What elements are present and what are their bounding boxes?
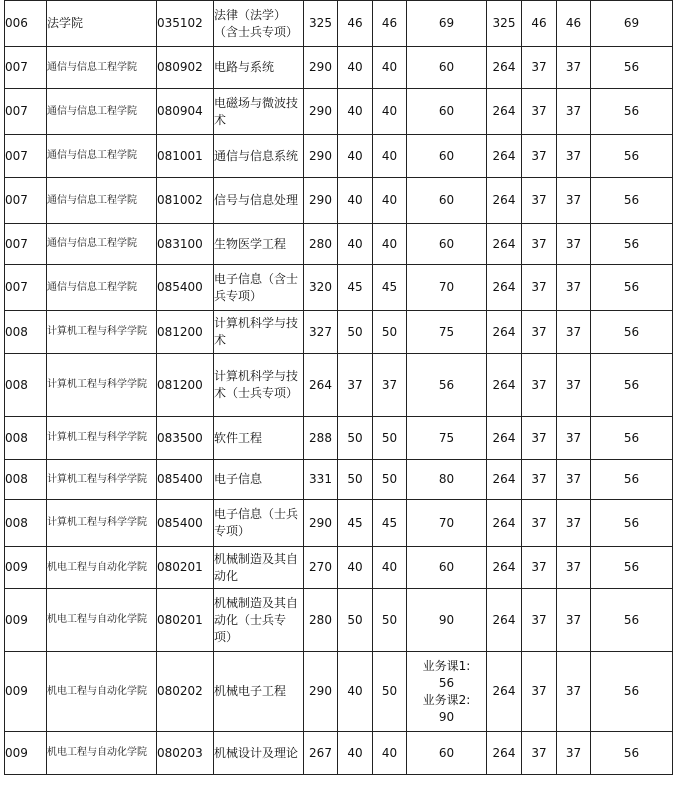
politics-score-cell: 50	[338, 311, 373, 354]
table-row	[5, 47, 673, 89]
total-score-cell: 320	[304, 265, 338, 311]
major-name-cell: 电磁场与微波技术	[214, 89, 304, 135]
business-score-2-cell: 56	[591, 354, 673, 417]
politics-score-cell: 45	[338, 265, 373, 311]
major-name-cell: 电子信息	[214, 460, 304, 500]
school-name-cell: 计算机工程与科学学院	[47, 311, 157, 354]
major-code-cell: 080902	[157, 47, 214, 89]
dept-code-cell: 008	[5, 311, 47, 354]
politics-score-cell: 40	[338, 732, 373, 775]
business-score-cell: 60	[407, 47, 487, 89]
table-row	[5, 135, 673, 178]
politics-score-cell: 40	[338, 178, 373, 224]
business-score-cell: 60	[407, 547, 487, 589]
total-score-cell: 290	[304, 178, 338, 224]
table-row	[5, 417, 673, 460]
politics-score-cell: 46	[338, 1, 373, 47]
total-score-cell: 288	[304, 417, 338, 460]
school-name-cell: 通信与信息工程学院	[47, 265, 157, 311]
dept-code-cell: 008	[5, 500, 47, 547]
politics-score-2-cell: 37	[522, 47, 557, 89]
politics-score-2-cell: 37	[522, 460, 557, 500]
business-score-2-cell: 56	[591, 265, 673, 311]
english-score-2-cell: 37	[557, 460, 591, 500]
total-score-2-cell: 264	[487, 732, 522, 775]
english-score-cell: 40	[373, 47, 407, 89]
politics-score-2-cell: 46	[522, 1, 557, 47]
total-score-2-cell: 264	[487, 178, 522, 224]
total-score-2-cell: 264	[487, 89, 522, 135]
total-score-cell: 290	[304, 652, 338, 732]
politics-score-2-cell: 37	[522, 417, 557, 460]
major-code-cell: 080201	[157, 547, 214, 589]
business-score-2-cell: 56	[591, 178, 673, 224]
total-score-cell: 290	[304, 89, 338, 135]
school-name-cell: 计算机工程与科学学院	[47, 460, 157, 500]
total-score-cell: 280	[304, 224, 338, 265]
table-row	[5, 311, 673, 354]
school-name-cell: 机电工程与自动化学院	[47, 652, 157, 732]
total-score-2-cell: 264	[487, 224, 522, 265]
english-score-2-cell: 37	[557, 354, 591, 417]
major-name-cell: 生物医学工程	[214, 224, 304, 265]
business-score-cell: 70	[407, 265, 487, 311]
business-score-2-cell: 56	[591, 547, 673, 589]
english-score-2-cell: 37	[557, 89, 591, 135]
total-score-cell: 280	[304, 589, 338, 652]
score-table	[4, 0, 673, 775]
total-score-cell: 327	[304, 311, 338, 354]
school-name-cell: 通信与信息工程学院	[47, 135, 157, 178]
dept-code-cell: 008	[5, 354, 47, 417]
major-name-cell: 软件工程	[214, 417, 304, 460]
politics-score-cell: 37	[338, 354, 373, 417]
school-name-cell: 通信与信息工程学院	[47, 47, 157, 89]
politics-score-2-cell: 37	[522, 311, 557, 354]
school-name-cell: 机电工程与自动化学院	[47, 589, 157, 652]
total-score-cell: 270	[304, 547, 338, 589]
dept-code-cell: 007	[5, 89, 47, 135]
table-row	[5, 1, 673, 47]
politics-score-2-cell: 37	[522, 354, 557, 417]
school-name-cell: 计算机工程与科学学院	[47, 500, 157, 547]
major-code-cell: 080202	[157, 652, 214, 732]
english-score-cell: 50	[373, 652, 407, 732]
politics-score-cell: 50	[338, 460, 373, 500]
school-name-cell: 计算机工程与科学学院	[47, 417, 157, 460]
major-name-cell: 电子信息（含士兵专项）	[214, 265, 304, 311]
table-row	[5, 89, 673, 135]
english-score-cell: 40	[373, 547, 407, 589]
business-score-cell: 80	[407, 460, 487, 500]
major-code-cell: 083100	[157, 224, 214, 265]
politics-score-cell: 40	[338, 224, 373, 265]
table-row	[5, 547, 673, 589]
business-score-cell: 75	[407, 417, 487, 460]
english-score-2-cell: 37	[557, 652, 591, 732]
politics-score-cell: 40	[338, 47, 373, 89]
major-name-cell: 法律（法学）（含士兵专项）	[214, 1, 304, 47]
business-score-cell: 90	[407, 589, 487, 652]
major-name-cell: 电路与系统	[214, 47, 304, 89]
business-score-cell: 60	[407, 732, 487, 775]
table-row	[5, 265, 673, 311]
politics-score-2-cell: 37	[522, 89, 557, 135]
business-score-cell: 60	[407, 89, 487, 135]
politics-score-2-cell: 37	[522, 547, 557, 589]
politics-score-cell: 45	[338, 500, 373, 547]
table-row	[5, 732, 673, 775]
business-score-2-cell: 56	[591, 135, 673, 178]
major-code-cell: 080203	[157, 732, 214, 775]
major-name-cell: 机械设计及理论	[214, 732, 304, 775]
politics-score-2-cell: 37	[522, 265, 557, 311]
dept-code-cell: 009	[5, 589, 47, 652]
major-name-cell: 计算机科学与技术（士兵专项）	[214, 354, 304, 417]
politics-score-cell: 40	[338, 652, 373, 732]
table-row	[5, 460, 673, 500]
english-score-cell: 40	[373, 135, 407, 178]
dept-code-cell: 009	[5, 547, 47, 589]
school-name-cell: 机电工程与自动化学院	[47, 547, 157, 589]
business-score-cell: 70	[407, 500, 487, 547]
total-score-cell: 290	[304, 47, 338, 89]
politics-score-2-cell: 37	[522, 652, 557, 732]
dept-code-cell: 007	[5, 178, 47, 224]
major-name-cell: 信号与信息处理	[214, 178, 304, 224]
politics-score-cell: 50	[338, 417, 373, 460]
business-score-line: 业务课1:	[422, 658, 471, 673]
total-score-2-cell: 264	[487, 589, 522, 652]
total-score-2-cell: 264	[487, 547, 522, 589]
major-name-cell: 通信与信息系统	[214, 135, 304, 178]
business-score-cell: 75	[407, 311, 487, 354]
english-score-2-cell: 37	[557, 135, 591, 178]
major-code-cell: 085400	[157, 460, 214, 500]
major-name-cell: 电子信息（士兵专项）	[214, 500, 304, 547]
business-score-2-cell: 56	[591, 500, 673, 547]
business-score-2-cell: 56	[591, 47, 673, 89]
total-score-cell: 331	[304, 460, 338, 500]
english-score-2-cell: 37	[557, 265, 591, 311]
business-score-2-cell: 56	[591, 224, 673, 265]
school-name-cell: 通信与信息工程学院	[47, 89, 157, 135]
major-name-cell: 计算机科学与技术	[214, 311, 304, 354]
total-score-2-cell: 264	[487, 417, 522, 460]
business-score-cell: 60	[407, 135, 487, 178]
dept-code-cell: 007	[5, 135, 47, 178]
business-score-2-cell: 56	[591, 89, 673, 135]
major-code-cell: 081001	[157, 135, 214, 178]
major-name-cell: 机械制造及其自动化（士兵专项）	[214, 589, 304, 652]
english-score-cell: 37	[373, 354, 407, 417]
school-name-cell: 计算机工程与科学学院	[47, 354, 157, 417]
major-code-cell: 080904	[157, 89, 214, 135]
total-score-2-cell: 264	[487, 265, 522, 311]
major-code-cell: 085400	[157, 265, 214, 311]
english-score-2-cell: 37	[557, 47, 591, 89]
business-score-2-cell: 56	[591, 732, 673, 775]
english-score-cell: 45	[373, 500, 407, 547]
school-name-cell: 通信与信息工程学院	[47, 224, 157, 265]
dept-code-cell: 007	[5, 224, 47, 265]
total-score-2-cell: 325	[487, 1, 522, 47]
dept-code-cell: 007	[5, 47, 47, 89]
english-score-cell: 40	[373, 224, 407, 265]
total-score-cell: 267	[304, 732, 338, 775]
business-score-line: 56	[438, 675, 455, 690]
politics-score-cell: 40	[338, 135, 373, 178]
major-code-cell: 085400	[157, 500, 214, 547]
business-score-cell: 56	[407, 354, 487, 417]
major-name-cell: 机械电子工程	[214, 652, 304, 732]
english-score-cell: 40	[373, 89, 407, 135]
business-score-cell: 60	[407, 178, 487, 224]
table-row	[5, 354, 673, 417]
politics-score-cell: 40	[338, 89, 373, 135]
dept-code-cell: 009	[5, 652, 47, 732]
school-name-cell: 通信与信息工程学院	[47, 178, 157, 224]
major-code-cell: 081002	[157, 178, 214, 224]
english-score-2-cell: 37	[557, 311, 591, 354]
business-score-cell: 69	[407, 1, 487, 47]
table-row	[5, 224, 673, 265]
english-score-cell: 40	[373, 178, 407, 224]
english-score-2-cell: 37	[557, 178, 591, 224]
table-body	[5, 1, 673, 775]
english-score-2-cell: 37	[557, 732, 591, 775]
business-score-2-cell: 56	[591, 311, 673, 354]
politics-score-2-cell: 37	[522, 178, 557, 224]
business-score-2-cell: 56	[591, 460, 673, 500]
total-score-2-cell: 264	[487, 500, 522, 547]
english-score-2-cell: 46	[557, 1, 591, 47]
english-score-cell: 50	[373, 311, 407, 354]
total-score-cell: 290	[304, 135, 338, 178]
politics-score-2-cell: 37	[522, 589, 557, 652]
english-score-cell: 50	[373, 417, 407, 460]
table-row	[5, 589, 673, 652]
major-code-cell: 081200	[157, 354, 214, 417]
english-score-2-cell: 37	[557, 224, 591, 265]
business-score-2-cell: 56	[591, 652, 673, 732]
total-score-2-cell: 264	[487, 47, 522, 89]
major-code-cell: 080201	[157, 589, 214, 652]
dept-code-cell: 007	[5, 265, 47, 311]
business-score-line: 业务课2:	[422, 692, 471, 707]
business-score-2-cell: 56	[591, 589, 673, 652]
school-name-cell: 法学院	[47, 1, 157, 47]
business-score-cell	[407, 652, 487, 732]
major-code-cell: 083500	[157, 417, 214, 460]
english-score-cell: 40	[373, 732, 407, 775]
english-score-2-cell: 37	[557, 589, 591, 652]
major-code-cell: 081200	[157, 311, 214, 354]
total-score-cell: 325	[304, 1, 338, 47]
english-score-cell: 50	[373, 589, 407, 652]
table-row	[5, 652, 673, 732]
dept-code-cell: 008	[5, 417, 47, 460]
major-name-cell: 机械制造及其自动化	[214, 547, 304, 589]
total-score-cell: 264	[304, 354, 338, 417]
total-score-2-cell: 264	[487, 354, 522, 417]
english-score-2-cell: 37	[557, 500, 591, 547]
dept-code-cell: 008	[5, 460, 47, 500]
business-score-2-cell: 56	[591, 417, 673, 460]
politics-score-cell: 50	[338, 589, 373, 652]
table-row	[5, 178, 673, 224]
politics-score-cell: 40	[338, 547, 373, 589]
dept-code-cell: 006	[5, 1, 47, 47]
school-name-cell: 机电工程与自动化学院	[47, 732, 157, 775]
politics-score-2-cell: 37	[522, 224, 557, 265]
total-score-2-cell: 264	[487, 311, 522, 354]
business-score-line: 90	[438, 709, 455, 724]
total-score-2-cell: 264	[487, 652, 522, 732]
english-score-2-cell: 37	[557, 417, 591, 460]
total-score-2-cell: 264	[487, 135, 522, 178]
english-score-2-cell: 37	[557, 547, 591, 589]
major-code-cell: 035102	[157, 1, 214, 47]
politics-score-2-cell: 37	[522, 500, 557, 547]
english-score-cell: 45	[373, 265, 407, 311]
politics-score-2-cell: 37	[522, 135, 557, 178]
business-score-cell: 60	[407, 224, 487, 265]
english-score-cell: 46	[373, 1, 407, 47]
total-score-2-cell: 264	[487, 460, 522, 500]
business-score-2-cell: 69	[591, 1, 673, 47]
dept-code-cell: 009	[5, 732, 47, 775]
total-score-cell: 290	[304, 500, 338, 547]
politics-score-2-cell: 37	[522, 732, 557, 775]
english-score-cell: 50	[373, 460, 407, 500]
table-row	[5, 500, 673, 547]
